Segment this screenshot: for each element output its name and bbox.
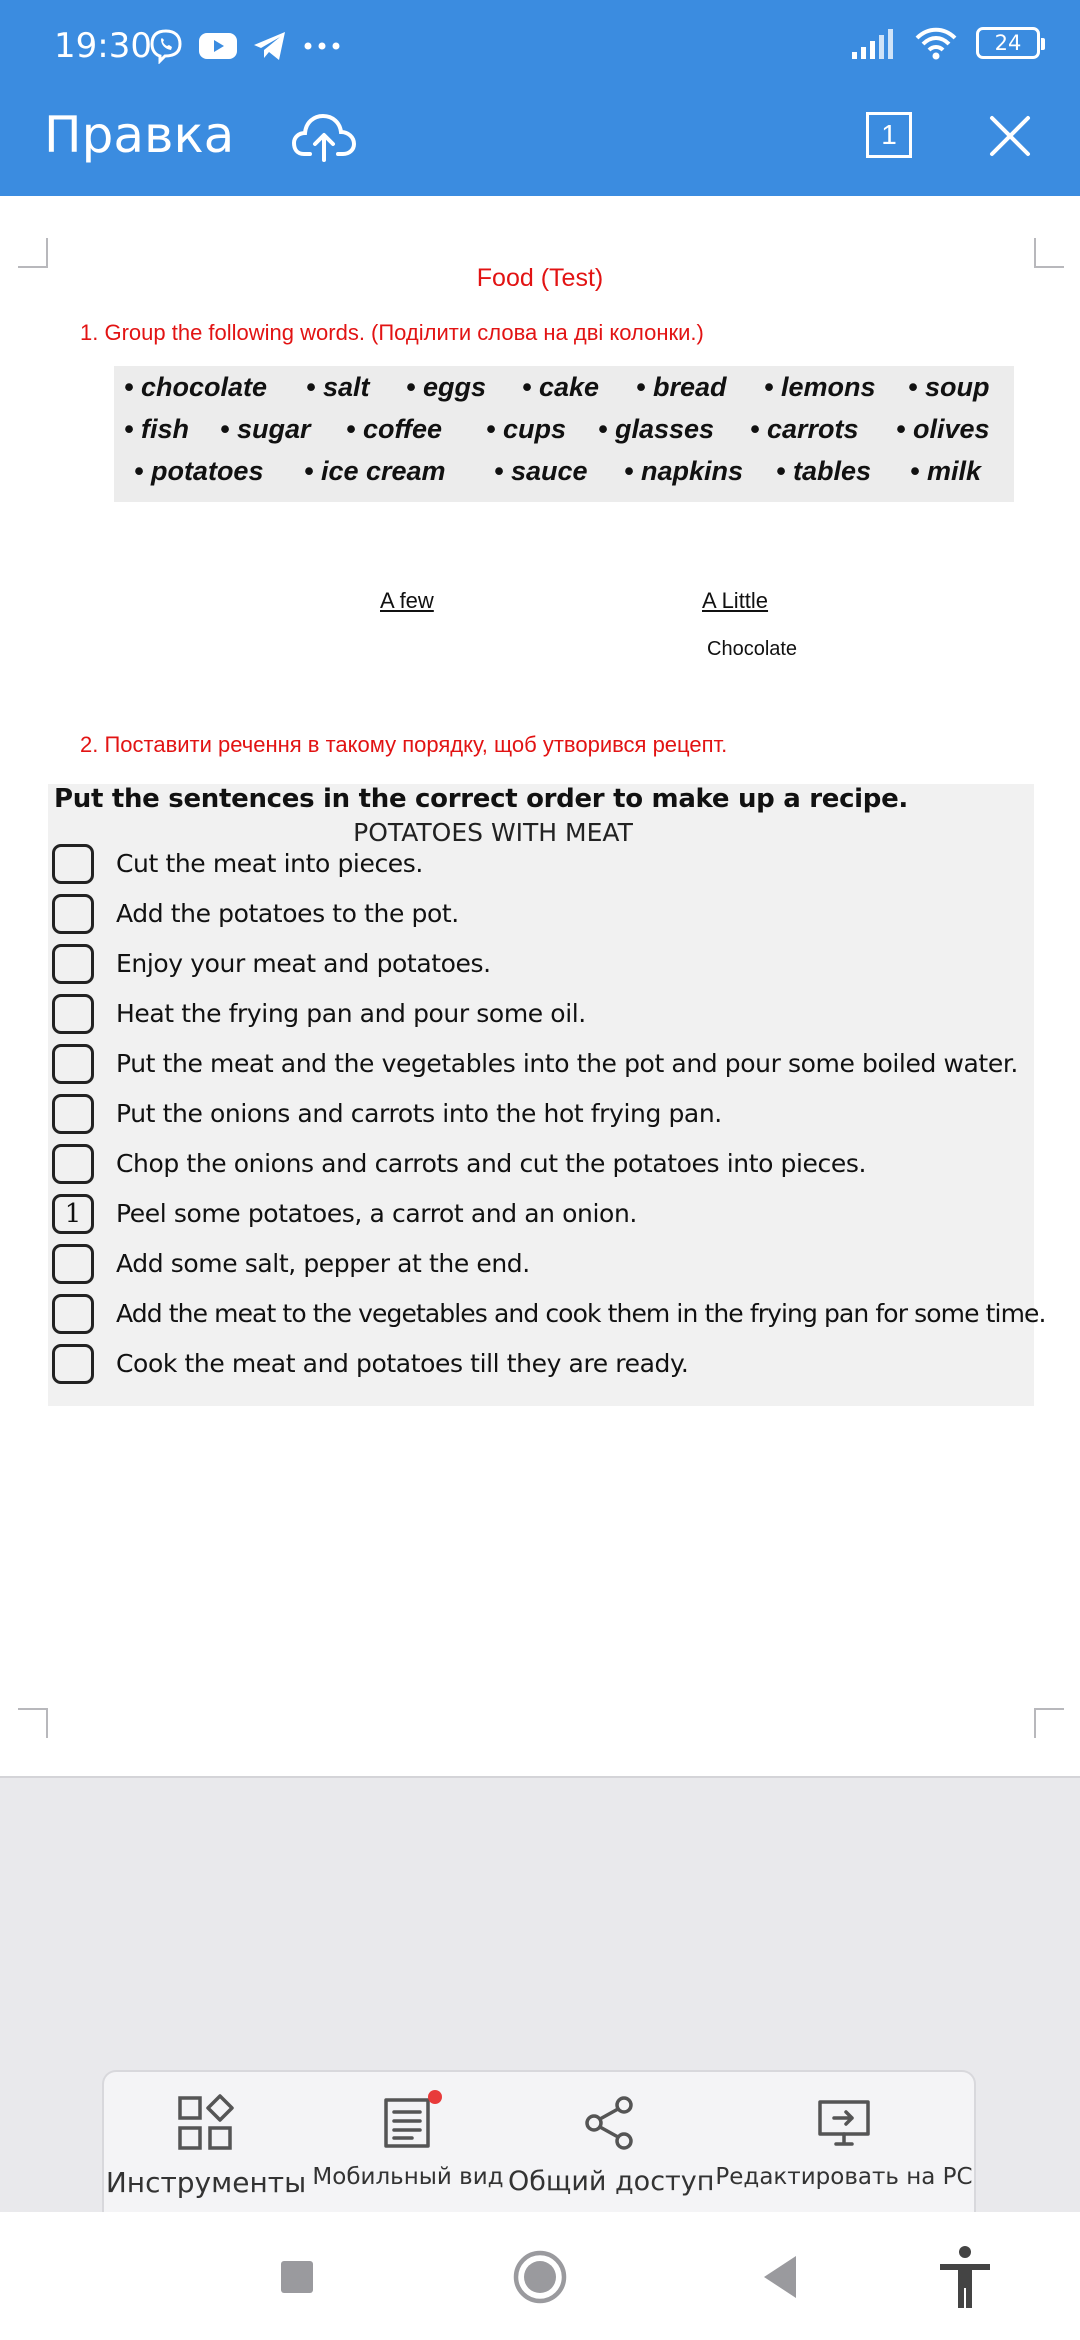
word: • milk	[910, 456, 981, 486]
step-number-box[interactable]	[52, 1244, 94, 1284]
recipe-step	[52, 1244, 1032, 1288]
recipe-step	[52, 1294, 1046, 1338]
step-text: Peel some potatoes, a carrot and an onion.	[116, 1199, 637, 1228]
recipe-step	[52, 994, 1032, 1038]
word: • potatoes	[134, 456, 264, 486]
step-number-box[interactable]	[52, 844, 94, 884]
edit-on-pc-button[interactable]	[712, 2072, 976, 2214]
word: • fish	[124, 414, 189, 444]
home-icon[interactable]	[505, 2242, 575, 2312]
word: • ice cream	[304, 456, 446, 486]
step-number-box[interactable]	[52, 944, 94, 984]
step-text: Enjoy your meat and potatoes.	[116, 949, 491, 978]
crop-mark	[1034, 1708, 1064, 1738]
step-number-box[interactable]	[52, 1144, 94, 1184]
system-navigation-bar	[0, 2212, 1080, 2340]
close-icon[interactable]	[986, 112, 1034, 160]
edit-on-pc-label: Редактировать на PC	[715, 2164, 973, 2190]
telegram-icon	[252, 30, 288, 62]
status-bar	[0, 0, 1080, 96]
page-count-button[interactable]: 1	[866, 112, 912, 158]
step-number-box[interactable]: 1	[52, 1194, 94, 1234]
word: • glasses	[598, 414, 715, 444]
tools-icon	[176, 2094, 236, 2152]
recipe-step	[52, 894, 1032, 938]
mobile-view-icon	[378, 2094, 438, 2152]
cloud-upload-icon[interactable]	[292, 108, 356, 168]
recipe-step	[52, 1194, 1032, 1238]
word: • tables	[776, 456, 871, 486]
word: • bread	[636, 372, 727, 402]
recipe-title: POTATOES WITH MEAT	[353, 818, 633, 847]
recipe-exercise	[48, 784, 1046, 1406]
step-number-box[interactable]	[52, 1044, 94, 1084]
step-number-box[interactable]	[52, 1344, 94, 1384]
status-time: 19:30	[54, 26, 152, 66]
step-text: Cook the meat and potatoes till they are ready.	[116, 1349, 689, 1378]
document-page[interactable]	[0, 196, 1080, 1778]
question-1: 1. Group the following words. (Поділити слова на дві колонки.)	[80, 320, 704, 345]
word: • cups	[486, 414, 566, 444]
notification-dot	[428, 2090, 442, 2104]
word: • chocolate	[124, 372, 267, 402]
recipe-step	[52, 1144, 1032, 1188]
share-label: Общий доступ	[508, 2166, 715, 2197]
crop-mark	[18, 1708, 48, 1738]
app-header	[0, 0, 1080, 196]
word: • lemons	[764, 372, 876, 402]
tools-label: Инструменты	[105, 2166, 307, 2199]
recipe-instruction: Put the sentences in the correct order to make up a recipe.	[54, 784, 909, 814]
more-dots-icon	[302, 40, 342, 52]
signal-icon	[850, 26, 896, 60]
toolbar-title: Правка	[44, 106, 235, 164]
recipe-step	[52, 1044, 1032, 1088]
word: • olives	[896, 414, 990, 444]
word: • carrots	[750, 414, 859, 444]
column-b-item: Chocolate	[707, 638, 798, 660]
battery-indicator: 24	[976, 27, 1040, 59]
word: • sugar	[220, 414, 311, 444]
step-number-box[interactable]	[52, 1294, 94, 1334]
step-number-box[interactable]	[52, 1094, 94, 1134]
wifi-icon	[914, 26, 958, 60]
step-text: Add some salt, pepper at the end.	[116, 1249, 530, 1278]
share-button[interactable]	[508, 2072, 715, 2214]
step-number-box[interactable]	[52, 894, 94, 934]
word: • napkins	[624, 456, 743, 486]
column-a-few: A few	[380, 588, 434, 613]
recipe-step	[52, 1094, 1032, 1138]
back-icon[interactable]	[746, 2242, 816, 2312]
edit-on-pc-icon	[814, 2094, 874, 2152]
system-icons	[850, 26, 1040, 60]
notification-icons	[148, 28, 342, 64]
step-text: Cut the meat into pieces.	[116, 849, 423, 878]
youtube-icon	[198, 31, 238, 61]
step-number-box[interactable]	[52, 994, 94, 1034]
step-text: Put the onions and carrots into the hot frying pan.	[116, 1099, 722, 1128]
column-a-little: A Little	[702, 588, 769, 613]
step-text: Add the potatoes to the pot.	[116, 899, 459, 928]
step-text: Add the meat to the vegetables and cook them in the frying pan for some time.	[116, 1299, 1046, 1328]
step-text: Heat the frying pan and pour some oil.	[116, 999, 586, 1028]
bottom-tool-panel	[102, 2070, 976, 2212]
viber-icon	[148, 28, 184, 64]
word: • eggs	[406, 372, 486, 402]
question-2: 2. Поставити речення в такому порядку, щоб утворився рецепт.	[80, 732, 728, 757]
word: • salt	[306, 372, 370, 402]
mobile-view-button[interactable]	[308, 2072, 508, 2214]
share-icon	[580, 2094, 640, 2152]
recipe-step	[52, 844, 1032, 888]
document-title: Food (Test)	[476, 264, 604, 292]
recent-apps-icon[interactable]	[262, 2242, 332, 2312]
step-text: Put the meat and the vegetables into the pot and pour some boiled water.	[116, 1049, 1018, 1078]
accessibility-icon[interactable]	[930, 2242, 1000, 2312]
word: • sauce	[494, 456, 588, 486]
recipe-step	[52, 944, 1032, 988]
word-bank	[114, 366, 1014, 502]
word: • coffee	[346, 414, 442, 444]
word: • cake	[522, 372, 600, 402]
step-text: Chop the onions and carrots and cut the potatoes into pieces.	[116, 1149, 867, 1178]
tools-button[interactable]	[104, 2072, 308, 2214]
word: • soup	[908, 372, 990, 402]
mobile-view-label: Мобильный вид	[312, 2164, 504, 2190]
recipe-step	[52, 1344, 1032, 1388]
